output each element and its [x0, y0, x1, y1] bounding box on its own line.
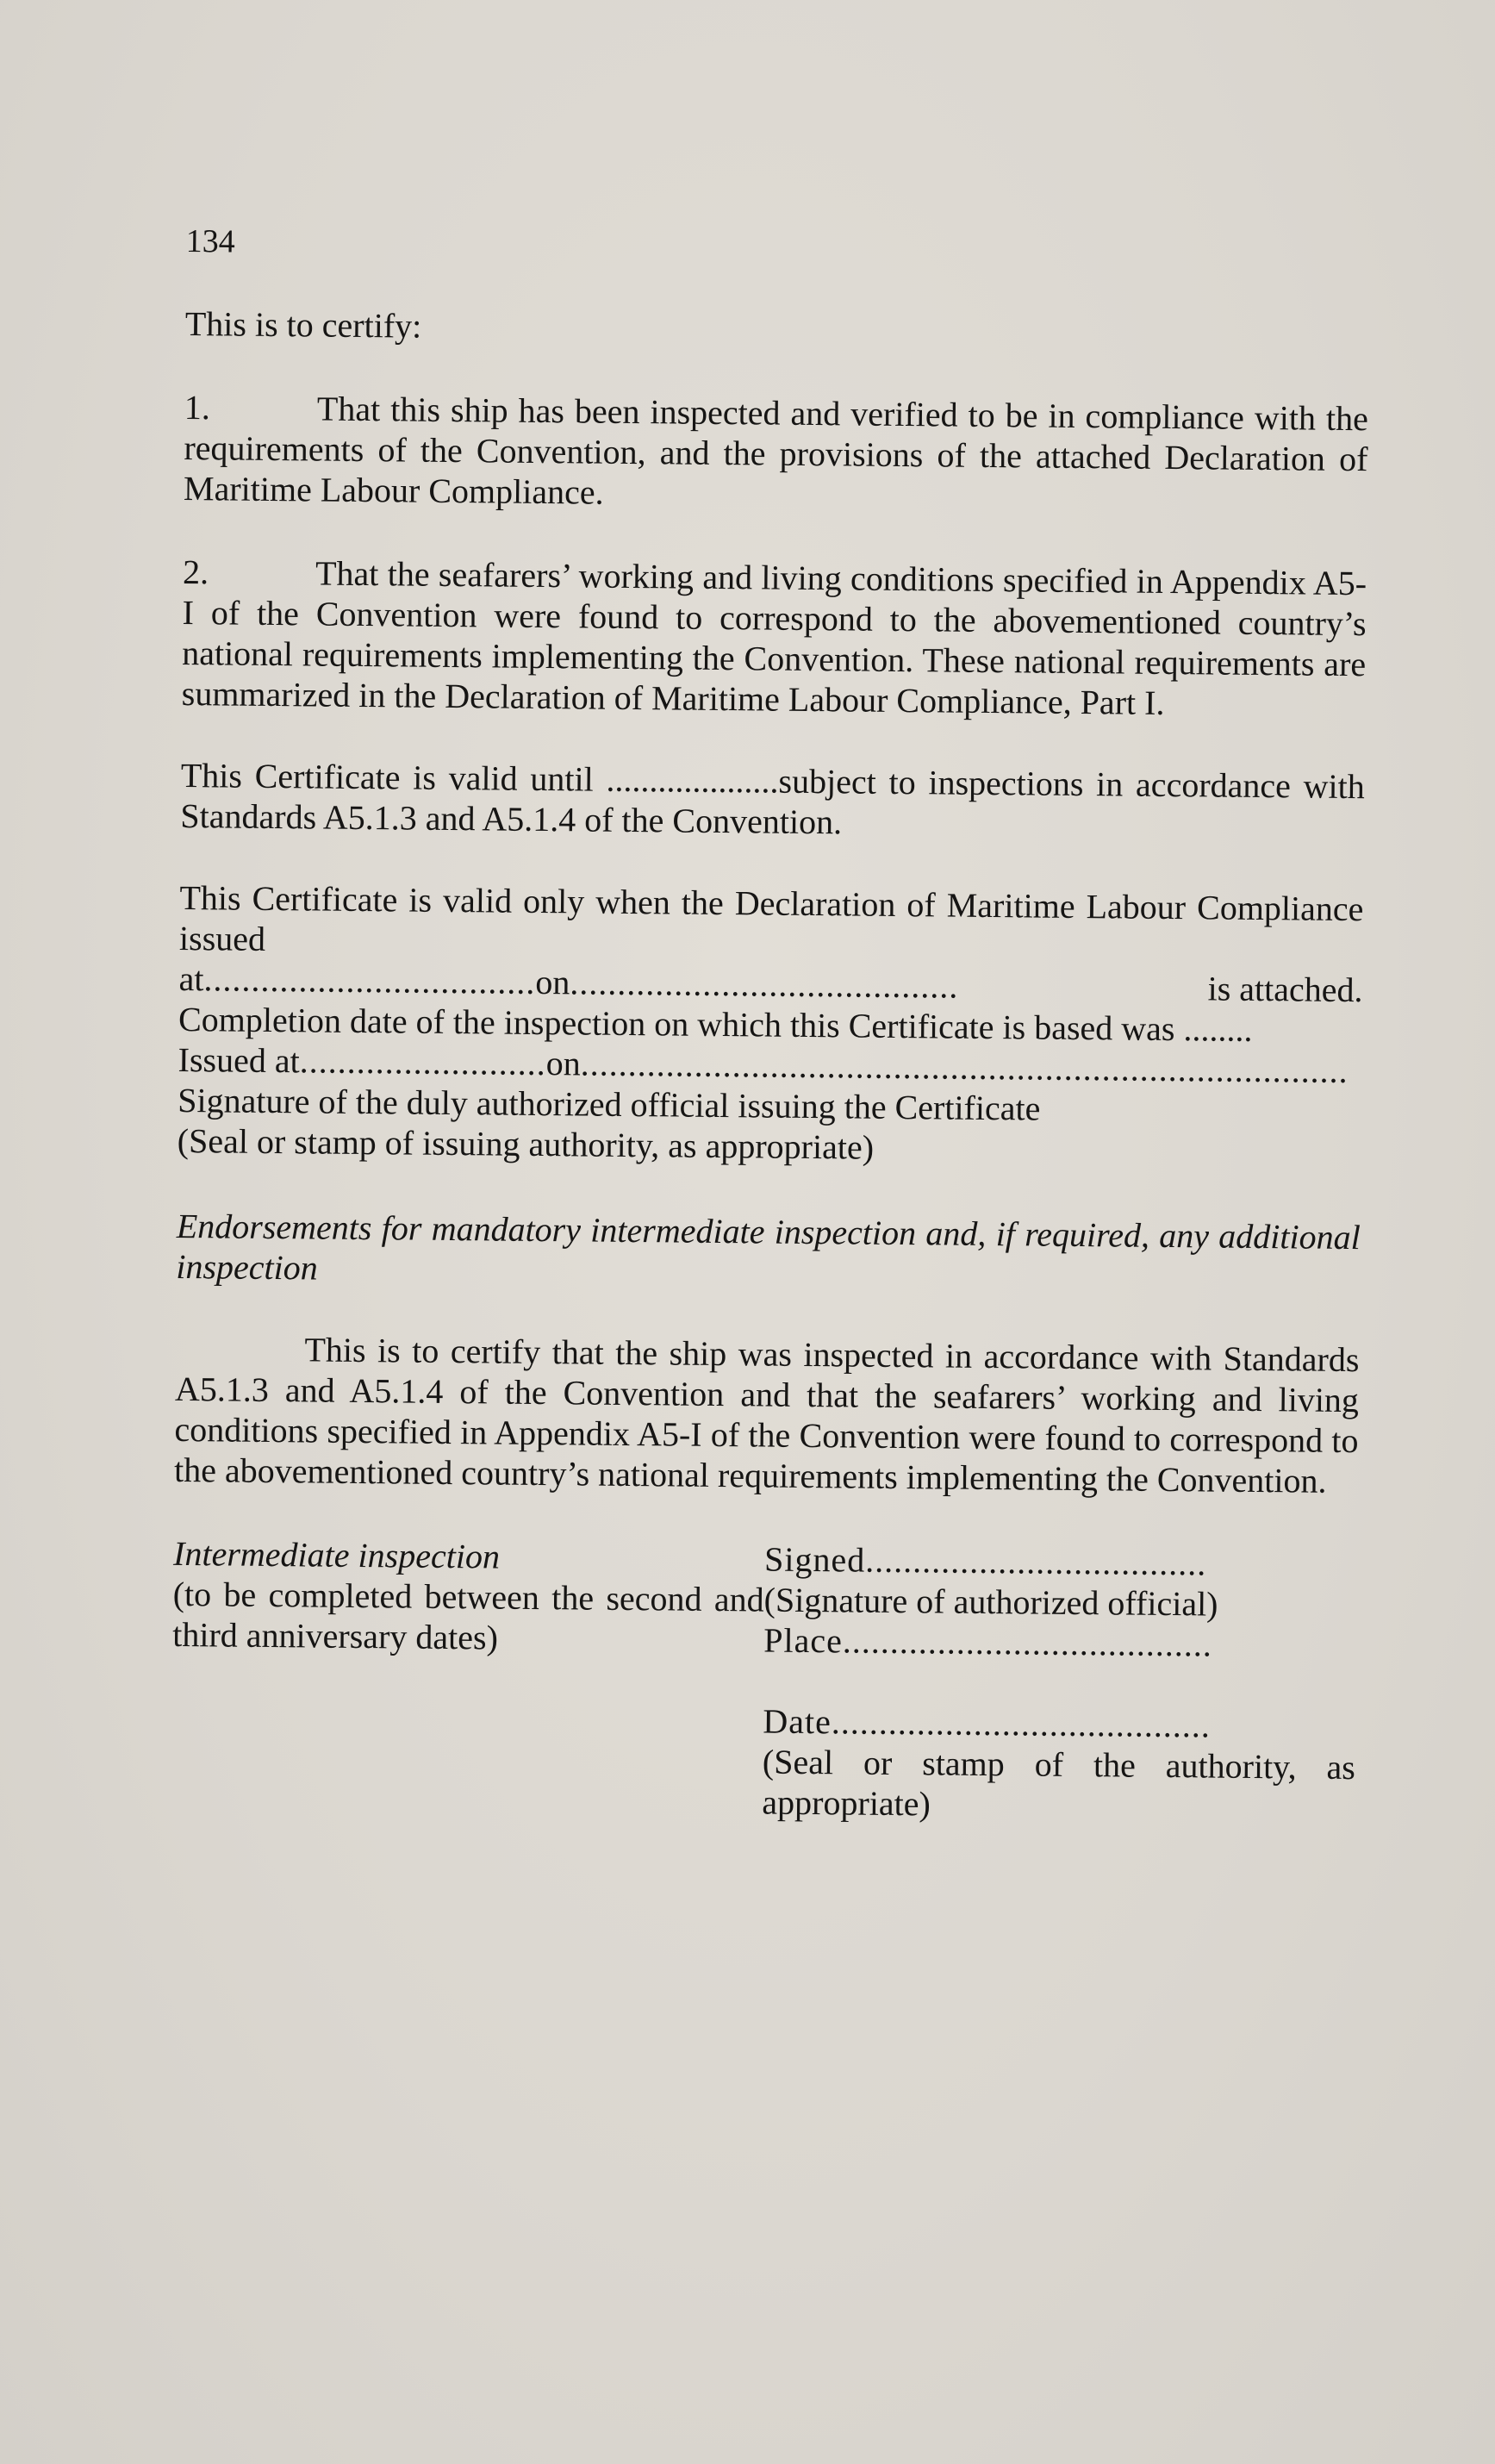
on-label: on	[535, 962, 570, 1002]
intermediate-signature-fields	[762, 1539, 1357, 1829]
intermediate-inspection-info	[171, 1533, 764, 1823]
attached-label: is attached.	[1207, 969, 1363, 1010]
signature-label: (Signature of authorized official)	[763, 1580, 1218, 1624]
page-number: 134	[185, 222, 235, 260]
issued-at-label: Issued at	[178, 1039, 300, 1081]
signed-field: Signed....................................	[763, 1539, 1207, 1583]
issued-on-label: on	[545, 1044, 581, 1083]
intro-text: This is to certify:	[184, 303, 422, 346]
seal-line: (Seal or stamp of issuing authority, as appropriate)	[177, 1120, 875, 1167]
issued-at-dots: ..........................	[299, 1041, 546, 1083]
intermediate-inspection-note: (to be completed between the second and third anniversary dates)	[172, 1574, 764, 1657]
intermediate-inspection-block	[171, 1533, 1357, 1828]
at-dots: ...................................	[203, 959, 536, 1001]
authority-seal-label: (Seal or stamp of the authority, as appropriate)	[762, 1742, 1356, 1824]
clause-1-text: That this ship has been inspected and verified to be in compliance with the requirements of the Convention, and the provisions of the attached Declaration of Maritime Labour Compliance.	[183, 389, 1369, 512]
clause-2-text: That the seafarers’ working and living conditions specified in Appendix A5-I of the Convention were found to correspond to the abovementioned country’s national requirements implementing the Convention. These national requirements are summarized in the Declaration of Maritime Labour Compliance, Part I.	[181, 553, 1367, 722]
declaration-block	[178, 877, 1364, 1172]
issued-on-dots: .................................................................................	[580, 1044, 1349, 1090]
clause-1	[184, 387, 1368, 520]
signature-line: Signature of the duly authorized official issuing the Certificate	[178, 1080, 1041, 1128]
place-field: Place.......................................	[763, 1620, 1213, 1664]
spacer	[763, 1661, 1356, 1707]
date-field: Date........................................	[763, 1701, 1212, 1745]
clause-2	[182, 552, 1367, 725]
certificate-content	[171, 222, 1370, 1828]
completion-date-line: Completion date of the inspection on which this Certificate is based was ........	[178, 999, 1253, 1049]
on-dots: .........................................	[570, 963, 959, 1006]
at-label: at	[178, 958, 204, 999]
intermediate-inspection-title: Intermediate inspection	[172, 1533, 501, 1576]
endorsement-heading: Endorsements for mandatory intermediate inspection and, if required, any additional inspection	[176, 1206, 1361, 1288]
clause-2-number: 2.	[182, 552, 209, 592]
endorsement-body: This is to certify that the ship was inspected in accordance with Standards A5.1.3 and A5.1.4 of the Convention and that the seafarers’ working and living conditions specified in Appendix A5-I of the Convention were found to correspond to the abovementioned country’s national requirements implementing the Convention.	[173, 1330, 1360, 1500]
clause-1-number: 1.	[184, 387, 211, 427]
validity-statement: This Certificate is valid until ....................subject to inspections in accordance with Standards A5.1.3 and A5.1.4 of the Convention.	[180, 755, 1365, 842]
declaration-line-1: This Certificate is valid only when the Declaration of Maritime Labour Compliance issued	[178, 877, 1364, 958]
